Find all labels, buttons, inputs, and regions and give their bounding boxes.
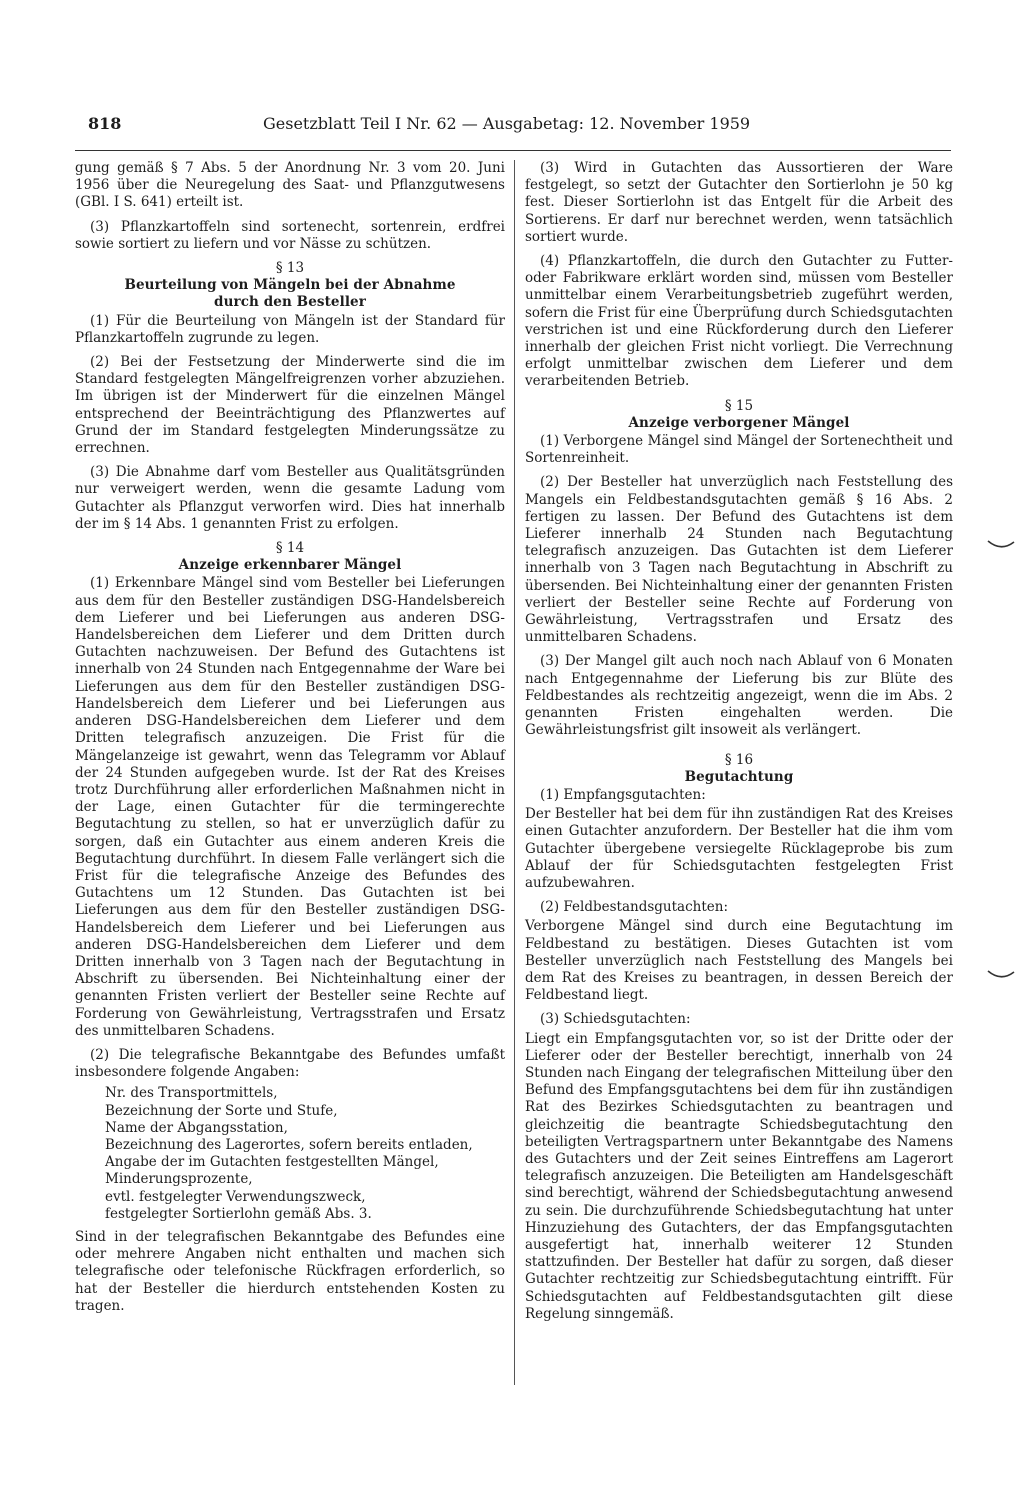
telegram-items-list [105,1085,505,1223]
paragraph-15-3: (3) Der Mangel gilt auch noch nach Ablauf von 6 Monaten nach Entgegennahme der Lieferung bis zur Blüte des Feldbestandes als rechtzeitig angezeigt, wenn die im Abs. 2 genannten Fristen eingehalten werden. Die Gewährleistungsfrist gilt insoweit als verlängert. [525,653,953,739]
margin-punch-mark [986,968,1016,982]
paragraph-15-2: (2) Der Besteller hat unverzüglich nach Feststellung des Mangels ein Feldbestandsgutachten gemäß § 16 Abs. 2 fertigen zu lassen. Der Befund des Gutachtens ist dem Lieferer innerhalb 24 Stunden nach Begutachtung telegrafisch anzuzeigen. Das Gutachten ist dem Lieferer innerhalb von 3 Tagen nach Begutachtung in Abschrift zu übersenden. Bei Nichteinhaltung einer der genannten Fristen verliert der Besteller seine Rechte auf Forderung von Gewährleistung, Vertragsstrafen und Ersatz des unmittelbaren Schadens. [525,474,953,646]
paragraph-continuation: gung gemäß § 7 Abs. 5 der Anordnung Nr. 3 vom 20. Juni 1956 über die Neuregelung des Saat- und Pflanzgutwesens (GBl. I S. 641) erteilt ist. [75,160,505,211]
section-13-title-line2: durch den Besteller [214,294,366,311]
section-16-number: § 16 [724,751,754,768]
section-13-title-line1: Beurteilung von Mängeln bei der Abnahme [124,277,456,294]
paragraph-13-2: (2) Bei der Festsetzung der Minderwerte sind die im Standard festgelegten Mängelfreigrenzen vorher abzuziehen. Im übrigen ist der Minderwert für die einzelnen Mängel entsprechend der Beeinträchtigung des Pflanzwertes auf Grund der im Standard festgelegten Minderungssätze zu errechnen. [75,354,505,457]
list-item: Minderungsprozente, [105,1171,253,1188]
subheading-schiedsgutachten: (3) Schiedsgutachten: [540,1011,691,1028]
paragraph-15-1: (1) Verborgene Mängel sind Mängel der Sortenechtheit und Sortenreinheit. [525,433,953,467]
paragraph-13-3: (3) Die Abnahme darf vom Besteller aus Qualitätsgründen nur verweigert werden, wenn die gesamte Ladung vom Gutachter als Pflanzgut verworfen wird. Dies hat innerhalb der im § 14 Abs. 1 genannten Frist zu erfolgen. [75,464,505,532]
section-14-title: Anzeige erkennbarer Mängel [178,557,402,574]
list-item: Bezeichnung der Sorte und Stufe, [105,1102,338,1119]
paragraph-16-1: Der Besteller hat bei dem für ihn zuständigen Rat des Kreises einen Gutachter anzufordern. Der Besteller hat die ihm vom Gutachter übergebene versiegelte Rücklageprobe bis zum Ablauf der für Schiedsgutachten festgelegten Frist aufzubewahren. [525,806,953,891]
section-13-number: § 13 [275,260,305,277]
section-16-title: Begutachtung [684,768,794,785]
paragraph-14-4: (4) Pflanzkartoffeln, die durch den Gutachter zu Futter- oder Fabrikware erklärt worden sind, müssen vom Besteller unmittelbar einem Verarbeitungsbetrieb zugeführt werden, sofern die Frist für eine Überprüfung durch Schiedsgutachten verstrichen ist und eine Rückforderung durch den Lieferer innerhalb der gleichen Frist nicht vorliegt. Die Verrechnung erfolgt unmittelbar zwischen dem Lieferer und dem verarbeitenden Betrieb. [525,253,953,390]
list-item: Nr. des Transportmittels, [105,1085,278,1102]
list-item: evtl. festgelegter Verwendungszweck, [105,1188,366,1205]
right-column [525,160,953,1330]
left-column [75,160,505,1322]
list-item: Name der Abgangsstation, [105,1119,288,1136]
list-item: Angabe der im Gutachten festgestellten Mängel, [105,1154,439,1171]
page-header [88,114,958,138]
section-15-number: § 15 [724,397,754,414]
running-title: Gesetzblatt Teil I Nr. 62 — Ausgabetag: 12. November 1959 [263,114,751,133]
page-number: 818 [88,114,122,133]
paragraph-14-2-after: Sind in der telegrafischen Bekanntgabe des Befundes eine oder mehrere Angaben nicht enthalten und machen sich telegrafische oder telefonische Rückfragen erforderlich, so hat der Besteller die hierdurch entstehenden Kosten zu tragen. [75,1228,505,1314]
list-item: festgelegter Sortierlohn gemäß Abs. 3. [105,1205,372,1222]
subheading-feldbestandsgutachten: (2) Feldbestandsgutachten: [540,899,729,916]
header-rule [75,150,951,151]
section-15-title: Anzeige verborgener Mängel [628,414,850,431]
paragraph-14-1: (1) Erkennbare Mängel sind vom Besteller bei Lieferungen aus dem für den Besteller zuständigen DSG-Handelsbereich dem Lieferer und bei Lieferungen aus anderen DSG-Handelsbereichen dem Lieferer und dem Dritten durch Gutachten nachzuweisen. Der Befund des Gutachtens ist innerhalb von 24 Stunden nach Entgegennahme der Ware bei Lieferungen aus dem für den Besteller zuständigen DSG-Handelsbereich dem Lieferer und bei Lieferungen aus anderen DSG-Handelsbereichen dem Lieferer und dem Dritten telegrafisch anzuzeigen. Die Frist für die Mängelanzeige ist gewahrt, wenn das Telegramm vor Ablauf der 24 Stunden aufgegeben wurde. Ist der Rat des Kreises trotz Durchführung aller erforderlichen Maßnahmen nicht in der Lage, einen Gutachter für die termingerechte Begutachtung zu stellen, so hat er unverzüglich dafür zu sorgen, daß ein Gutachter aus einem anderen Kreis die Begutachtung durchführt. In diesem Falle verlängert sich die Frist für die telegrafische Anzeige des Befundes des Gutachtens um 12 Stunden. Das Gutachten ist bei Lieferungen aus dem für den Besteller zuständigen DSG-Handelsbereich dem Lieferer und bei Lieferungen aus anderen DSG-Handelsbereichen dem Lieferer und dem Dritten innerhalb von 3 Tagen nach der Begutachtung in Abschrift zu übersenden. Bei Nichteinhaltung einer der genannten Fristen verliert der Besteller seine Rechte auf Forderung von Gewährleistung, Vertragsstrafen und Ersatz des unmittelbaren Schadens. [75,575,505,1039]
paragraph-12-3: (3) Pflanzkartoffeln sind sortenecht, sortenrein, erdfrei sowie sortiert zu liefern und vor Nässe zu schützen. [75,218,505,252]
subheading-empfangsgutachten: (1) Empfangsgutachten: [540,786,706,803]
paragraph-14-2: (2) Die telegrafische Bekanntgabe des Befundes umfaßt insbesondere folgende Angaben: [75,1046,505,1081]
list-item: Bezeichnung des Lagerortes, sofern bereits entladen, [105,1136,473,1153]
paragraph-14-3: (3) Wird in Gutachten das Aussortieren der Ware festgelegt, so setzt der Gutachter den Sortierlohn je 50 kg fest. Dieser Sortierlohn ist das Entgelt für die Arbeit des Sortierens. Er darf nur berechnet werden, wenn tatsächlich sortiert wurde. [525,160,953,245]
paragraph-13-1: (1) Für die Beurteilung von Mängeln ist der Standard für Pflanzkartoffeln zugrunde zu legen. [75,312,505,346]
column-divider [514,160,515,1385]
paragraph-16-3: Liegt ein Empfangsgutachten vor, so ist der Dritte oder der Lieferer oder der Besteller berechtigt, innerhalb von 24 Stunden nach Eingang der telegrafischen Mitteilung über den Befund des Empfangsgutachtens bei dem für ihn zuständigen Rat des Bezirkes Schiedsgutachten zu beantragen und gleichzeitig die beantragte Schiedsbegutachtung den beteiligten Vertragspartnern unter Bekanntgabe des Namens des Gutachters und der Zeit seines Eintreffens am Lagerort telegrafisch anzuzeigen. Die Beteiligten am Handelsgeschäft sind berechtigt, während der Schiedsbegutachtung anwesend zu sein. Die durchzuführende Schiedsbegutachtung hat unter Hinzuziehung des Gutachters, der das Empfangsgutachten ausgefertigt hat, innerhalb weiterer 12 Stunden stattzufinden. Der Besteller hat dafür zu sorgen, daß dieser Gutachter rechtzeitig zur Schiedsbegutachtung eintrifft. Für Schiedsgutachten auf Feldbestandsgutachten gilt diese Regelung sinngemäß. [525,1030,953,1322]
margin-punch-mark [986,538,1016,552]
section-14-number: § 14 [275,540,305,557]
paragraph-16-2: Verborgene Mängel sind durch eine Begutachtung im Feldbestand zu bestätigen. Dieses Gutachten ist vom Besteller unverzüglich nach Feststellung des Mangels bei dem Rat des Kreises zu beantragen, in dessen Bereich der Feldbestand liegt. [525,918,953,1004]
